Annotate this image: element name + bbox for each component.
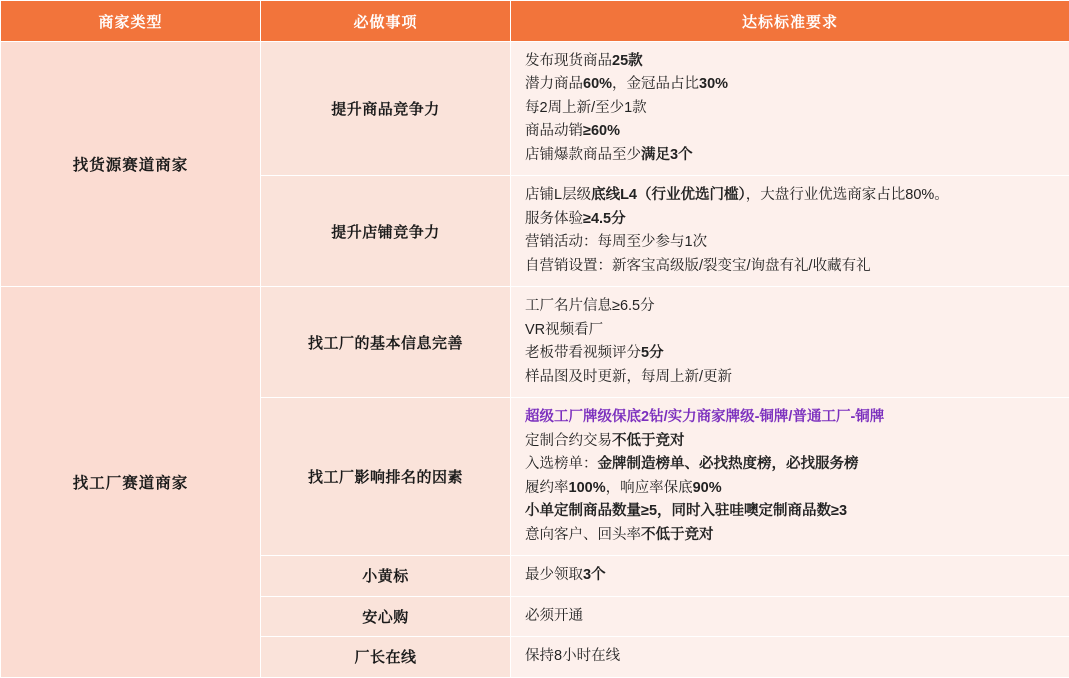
merchant-type-cell: 找货源赛道商家: [1, 42, 261, 287]
standard-line: [525, 366, 1059, 389]
standard-line: [525, 477, 1059, 500]
standard-text: ，响应率保底: [606, 480, 693, 496]
standard-text: 必须开通: [525, 608, 583, 624]
standard-cell: [511, 42, 1069, 176]
standard-text: 30%: [699, 76, 728, 92]
standard-line: [525, 295, 1059, 318]
standard-line: [525, 605, 1059, 628]
standard-text: 发布现货商品: [525, 53, 612, 69]
table-row: [1, 42, 1069, 176]
standard-line: [525, 406, 1059, 429]
standard-line: [525, 453, 1059, 476]
merchant-type-cell: 找工厂赛道商家: [1, 287, 261, 677]
required-task-cell: 厂长在线: [261, 637, 511, 677]
standard-line: [525, 50, 1059, 73]
required-task-cell: 安心购: [261, 596, 511, 636]
standard-line: [525, 564, 1059, 587]
standard-line: [525, 255, 1059, 278]
standard-text: 意向客户、回头率: [525, 527, 641, 543]
standard-line: [525, 120, 1059, 143]
standard-text: ，大盘行业优选商家占比80%。: [746, 187, 949, 203]
standard-text: 定制合约交易: [525, 433, 612, 449]
standard-line: [525, 524, 1059, 547]
standard-text: 服务体验: [525, 211, 583, 227]
standard-cell: [511, 637, 1069, 677]
standard-text: 每2周上新/至少1款: [525, 100, 647, 116]
header-required-task: 必做事项: [261, 1, 511, 42]
standard-text: ，金冠品占比: [612, 76, 699, 92]
standard-text: 不低于竞对: [612, 433, 685, 449]
standard-text: 5分: [641, 345, 664, 361]
standard-line: [525, 208, 1059, 231]
standard-line: [525, 184, 1059, 207]
standard-text: 工厂名片信息≥6.5分: [525, 298, 655, 314]
table-row: [1, 287, 1069, 398]
standard-cell: [511, 176, 1069, 287]
standard-text: 店铺L层级: [525, 187, 591, 203]
standard-text: 潜力商品: [525, 76, 583, 92]
standard-cell: [511, 398, 1069, 556]
standard-text: 60%: [583, 76, 612, 92]
standard-text: 样品图及时更新，每周上新/更新: [525, 369, 732, 385]
standard-text: 老板带看视频评分: [525, 345, 641, 361]
standard-text: 入选榜单：: [525, 456, 598, 472]
standard-text: 商品动销: [525, 123, 583, 139]
standard-text: 小单定制商品数量≥5，同时入驻哇噢定制商品数≥3: [525, 503, 847, 519]
standard-text: ≥4.5分: [583, 211, 626, 227]
required-task-cell: 提升店铺竞争力: [261, 176, 511, 287]
standard-line: [525, 319, 1059, 342]
standard-text: 100%: [569, 480, 606, 496]
required-task-cell: 找工厂影响排名的因素: [261, 398, 511, 556]
standard-text: 3个: [583, 567, 606, 583]
table-body: [1, 42, 1069, 678]
standard-line: [525, 645, 1059, 668]
standard-text: 不低于竞对: [641, 527, 714, 543]
standard-text: 满足3个: [641, 147, 693, 163]
standard-text: 25款: [612, 53, 643, 69]
standard-text: 保持8小时在线: [525, 648, 620, 664]
header-merchant-type: 商家类型: [1, 1, 261, 42]
standard-line: [525, 342, 1059, 365]
standard-line: [525, 144, 1059, 167]
standard-cell: [511, 287, 1069, 398]
standard-text: ≥60%: [583, 123, 620, 139]
required-task-cell: 提升商品竞争力: [261, 42, 511, 176]
standard-line: [525, 430, 1059, 453]
required-task-cell: 找工厂的基本信息完善: [261, 287, 511, 398]
standard-line: [525, 231, 1059, 254]
standard-line: [525, 500, 1059, 523]
standard-text: 店铺爆款商品至少: [525, 147, 641, 163]
header-standard: 达标标准要求: [511, 1, 1069, 42]
standard-line: [525, 97, 1059, 120]
standard-text: 最少领取: [525, 567, 583, 583]
standard-text: 底线L4（行业优选门槛）: [591, 187, 746, 203]
standard-cell: [511, 596, 1069, 636]
standard-text: 金牌制造榜单、必找热度榜，必找服务榜: [598, 456, 859, 472]
standard-text: 履约率: [525, 480, 569, 496]
standard-text: 营销活动：每周至少参与1次: [525, 234, 707, 250]
standard-text: 自营销设置：新客宝高级版/裂变宝/询盘有礼/收藏有礼: [525, 258, 871, 274]
standard-line: [525, 73, 1059, 96]
standard-text: 超级工厂牌级保底2钻/实力商家牌级-铜牌/普通工厂-铜牌: [525, 409, 884, 425]
standard-text: 90%: [693, 480, 722, 496]
required-task-cell: 小黄标: [261, 556, 511, 596]
standard-text: VR视频看厂: [525, 322, 603, 338]
table-header-row: [1, 1, 1069, 42]
standard-cell: [511, 556, 1069, 596]
